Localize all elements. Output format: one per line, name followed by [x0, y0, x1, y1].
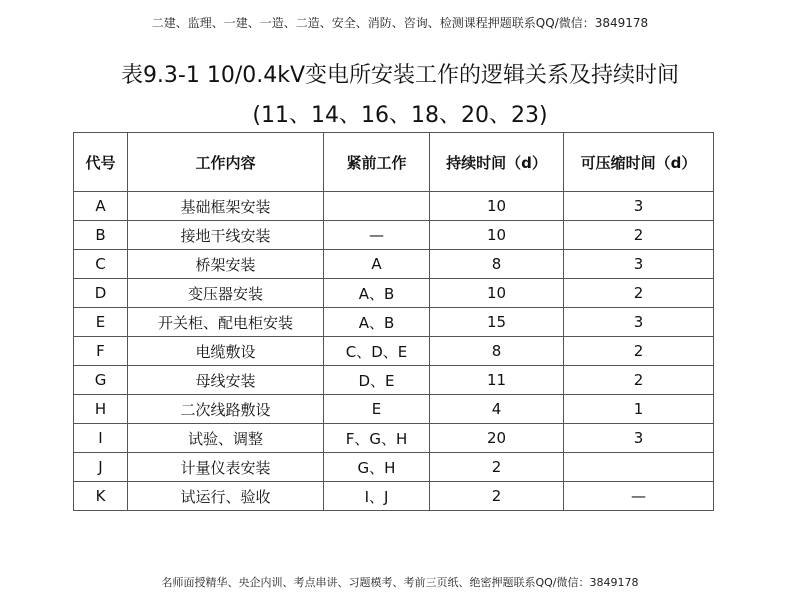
cell-duration: 11 — [430, 366, 564, 395]
cell-predecessor: F、G、H — [324, 424, 430, 453]
cell-predecessor: A、B — [324, 308, 430, 337]
header-compressible-time: 可压缩时间（d） — [564, 133, 714, 192]
cell-predecessor: E — [324, 395, 430, 424]
cell-compressible-time: 2 — [564, 337, 714, 366]
table-subtitle: (11、14、16、18、20、23) — [252, 103, 548, 128]
cell-predecessor: D、E — [324, 366, 430, 395]
cell-predecessor — [324, 192, 430, 221]
cell-code: H — [74, 395, 128, 424]
cell-work-content: 接地干线安装 — [128, 221, 324, 250]
cell-predecessor: A — [324, 250, 430, 279]
cell-work-content: 试运行、验收 — [128, 482, 324, 511]
header-predecessor: 紧前工作 — [324, 133, 430, 192]
cell-compressible-time: 2 — [564, 366, 714, 395]
cell-work-content: 二次线路敷设 — [128, 395, 324, 424]
cell-compressible-time: — — [564, 482, 714, 511]
cell-compressible-time: 3 — [564, 250, 714, 279]
table-row — [74, 453, 714, 482]
cell-code: A — [74, 192, 128, 221]
cell-duration: 20 — [430, 424, 564, 453]
table-row — [74, 366, 714, 395]
cell-predecessor: C、D、E — [324, 337, 430, 366]
table-row — [74, 279, 714, 308]
cell-predecessor: I、J — [324, 482, 430, 511]
cell-code: E — [74, 308, 128, 337]
table-row — [74, 482, 714, 511]
cell-code: G — [74, 366, 128, 395]
cell-code: J — [74, 453, 128, 482]
cell-duration: 8 — [430, 250, 564, 279]
cell-predecessor: G、H — [324, 453, 430, 482]
cell-compressible-time — [564, 453, 714, 482]
header-duration: 持续时间（d） — [430, 133, 564, 192]
table-row — [74, 395, 714, 424]
cell-duration: 15 — [430, 308, 564, 337]
footer-banner: 名师面授精华、央企内训、考点串讲、习题模考、考前三页纸、绝密押题联系QQ/微信：3849178 — [161, 576, 639, 589]
cell-duration: 2 — [430, 453, 564, 482]
table-row — [74, 424, 714, 453]
cell-work-content: 基础框架安装 — [128, 192, 324, 221]
cell-work-content: 电缆敷设 — [128, 337, 324, 366]
cell-work-content: 计量仪表安装 — [128, 453, 324, 482]
cell-duration: 4 — [430, 395, 564, 424]
table-body — [74, 192, 714, 511]
table-header-row — [74, 133, 714, 192]
cell-compressible-time: 1 — [564, 395, 714, 424]
table-row — [74, 308, 714, 337]
header-banner: 二建、监理、一建、一造、二造、安全、消防、咨询、检测课程押题联系QQ/微信：3849178 — [151, 16, 649, 30]
cell-duration: 10 — [430, 192, 564, 221]
table-row — [74, 221, 714, 250]
cell-code: K — [74, 482, 128, 511]
cell-predecessor: A、B — [324, 279, 430, 308]
table-title: 表9.3-1 10/0.4kV变电所安装工作的逻辑关系及持续时间 — [120, 63, 680, 88]
cell-duration: 10 — [430, 279, 564, 308]
cell-work-content: 试验、调整 — [128, 424, 324, 453]
cell-work-content: 开关柜、配电柜安装 — [128, 308, 324, 337]
cell-code: C — [74, 250, 128, 279]
cell-compressible-time: 3 — [564, 192, 714, 221]
cell-code: B — [74, 221, 128, 250]
table-row — [74, 192, 714, 221]
cell-code: D — [74, 279, 128, 308]
cell-work-content: 变压器安装 — [128, 279, 324, 308]
cell-work-content: 母线安装 — [128, 366, 324, 395]
cell-duration: 8 — [430, 337, 564, 366]
cell-code: I — [74, 424, 128, 453]
cell-duration: 10 — [430, 221, 564, 250]
header-work-content: 工作内容 — [128, 133, 324, 192]
work-logic-table — [73, 132, 714, 511]
cell-compressible-time: 2 — [564, 279, 714, 308]
cell-compressible-time: 2 — [564, 221, 714, 250]
table-row — [74, 337, 714, 366]
table-row — [74, 250, 714, 279]
cell-compressible-time: 3 — [564, 424, 714, 453]
cell-code: F — [74, 337, 128, 366]
header-code: 代号 — [74, 133, 128, 192]
cell-work-content: 桥架安装 — [128, 250, 324, 279]
cell-predecessor: — — [324, 221, 430, 250]
cell-compressible-time: 3 — [564, 308, 714, 337]
logic-table-container — [73, 132, 713, 506]
cell-duration: 2 — [430, 482, 564, 511]
